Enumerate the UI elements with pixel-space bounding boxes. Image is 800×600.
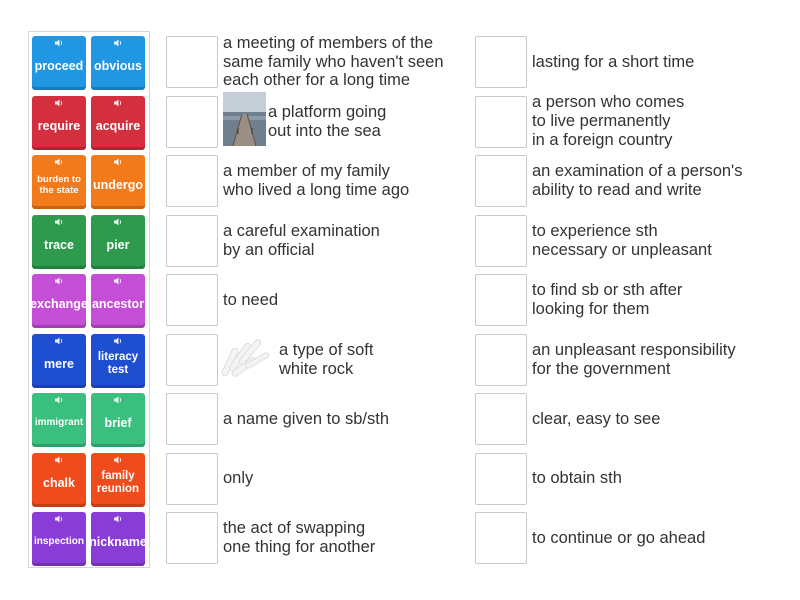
chalk-sticks-photo [221,329,277,390]
clue-text: lasting for a short time [532,52,695,71]
clue-text: a meeting of members of the same family who haven't seen each other for a long time [223,33,444,90]
pier-photo [223,92,266,151]
answer-drop-zone[interactable] [166,155,218,207]
tile-label: undergo [93,178,143,192]
tile-label: burden to the state [37,174,81,196]
clue-text: an examination of a person's ability to read and write [532,162,743,199]
speaker-icon[interactable] [32,515,86,525]
tile-label: proceed [34,59,84,73]
clue-definition [223,96,386,148]
clue-definition [223,393,389,445]
speaker-icon[interactable] [91,99,145,109]
answer-drop-zone[interactable] [166,393,218,445]
clue-definition [532,334,736,386]
speaker-icon[interactable] [32,456,86,466]
clue-text: a name given to sb/sth [223,409,390,428]
word-tile[interactable] [32,96,86,150]
answer-drop-zone[interactable] [166,36,218,88]
clue-text: a type of soft white rock [279,340,374,378]
tile-label: ancestor [91,297,145,311]
answer-drop-zone[interactable] [475,36,527,88]
word-tile[interactable] [32,512,86,566]
clue-text: a platform going out into the sea [268,102,387,140]
speaker-icon[interactable] [32,396,86,406]
tile-label: chalk [43,475,75,490]
clue-definition [532,155,742,207]
tile-label: inspection [33,536,84,547]
clue-definition [532,215,712,267]
word-tile[interactable] [91,155,145,209]
answer-drop-zone[interactable] [475,96,527,148]
word-tile[interactable] [32,36,86,90]
answer-drop-zone[interactable] [475,155,527,207]
speaker-icon[interactable] [32,158,86,168]
word-tile[interactable] [91,334,145,388]
word-tile[interactable] [32,393,86,447]
word-tile[interactable] [32,334,86,388]
word-tile[interactable] [91,453,145,507]
tile-label: family reunion [96,469,140,495]
clue-definition [532,512,705,564]
word-tile[interactable] [32,155,86,209]
answer-drop-zone[interactable] [166,96,218,148]
clue-text: a person who comes to live permanently in a foreign country [532,93,685,149]
tile-bank [28,31,150,568]
tile-label: literacy test [97,350,139,376]
speaker-icon[interactable] [32,337,86,347]
clue-text: a careful examination by an official [223,221,380,259]
clue-definition [532,453,622,505]
answer-drop-zone[interactable] [166,334,218,386]
word-tile[interactable] [91,36,145,90]
answer-drop-zone[interactable] [475,274,527,326]
speaker-icon[interactable] [91,396,145,406]
speaker-icon[interactable] [91,337,145,347]
answer-drop-zone[interactable] [475,512,527,564]
clue-definition [532,274,682,326]
clue-text: to need [223,290,279,309]
clue-definition [223,155,409,207]
clue-definition [532,93,685,149]
clue-text: an unpleasant responsibility for the government [532,340,736,378]
answer-drop-zone[interactable] [475,453,527,505]
tile-label: obvious [94,59,142,73]
speaker-icon[interactable] [91,39,145,49]
clue-text: to continue or go ahead [532,528,706,547]
speaker-icon[interactable] [91,456,145,466]
clue-text: to find sb or sth after looking for them [532,281,683,318]
speaker-icon[interactable] [32,39,86,49]
clue-text: only [223,469,254,488]
clue-text: a member of my family who lived a long time ago [223,162,410,199]
word-tile[interactable] [32,453,86,507]
clue-text: the act of swapping one thing for another [223,519,376,556]
clue-definition [223,215,380,267]
clue-definition [223,453,253,505]
word-tile[interactable] [91,96,145,150]
word-tile[interactable] [91,512,145,566]
tile-label: pier [106,237,130,252]
answer-drop-zone[interactable] [166,512,218,564]
word-tile[interactable] [32,274,86,328]
clue-definition [223,334,373,386]
speaker-icon[interactable] [91,158,145,168]
answer-drop-zone[interactable] [166,453,218,505]
speaker-icon[interactable] [91,277,145,287]
tile-label: immigrant [34,417,84,428]
word-tile[interactable] [91,215,145,269]
tile-label: acquire [95,118,141,133]
speaker-icon[interactable] [91,515,145,525]
speaker-icon[interactable] [32,218,86,228]
answer-drop-zone[interactable] [475,215,527,267]
answer-drop-zone[interactable] [166,274,218,326]
tile-label: nickname [89,535,147,549]
clue-text: clear, easy to see [532,409,661,428]
clue-definition [223,512,375,564]
word-tile[interactable] [91,274,145,328]
answer-drop-zone[interactable] [166,215,218,267]
speaker-icon[interactable] [32,277,86,287]
word-tile[interactable] [91,393,145,447]
clue-definition [223,274,278,326]
speaker-icon[interactable] [32,99,86,109]
answer-drop-zone[interactable] [475,334,527,386]
tile-label: require [37,118,81,133]
tile-label: brief [104,416,132,430]
clue-text: to obtain sth [532,469,622,488]
answer-drop-zone[interactable] [475,393,527,445]
tile-label: mere [44,356,74,371]
clue-text: to experience sth necessary or unpleasant [532,221,712,259]
clue-definition [532,393,660,445]
tile-label: exchange [30,297,88,311]
clue-definition [532,36,694,88]
clue-definition [223,33,444,90]
speaker-icon[interactable] [91,218,145,228]
word-tile[interactable] [32,215,86,269]
tile-label: trace [44,237,74,252]
